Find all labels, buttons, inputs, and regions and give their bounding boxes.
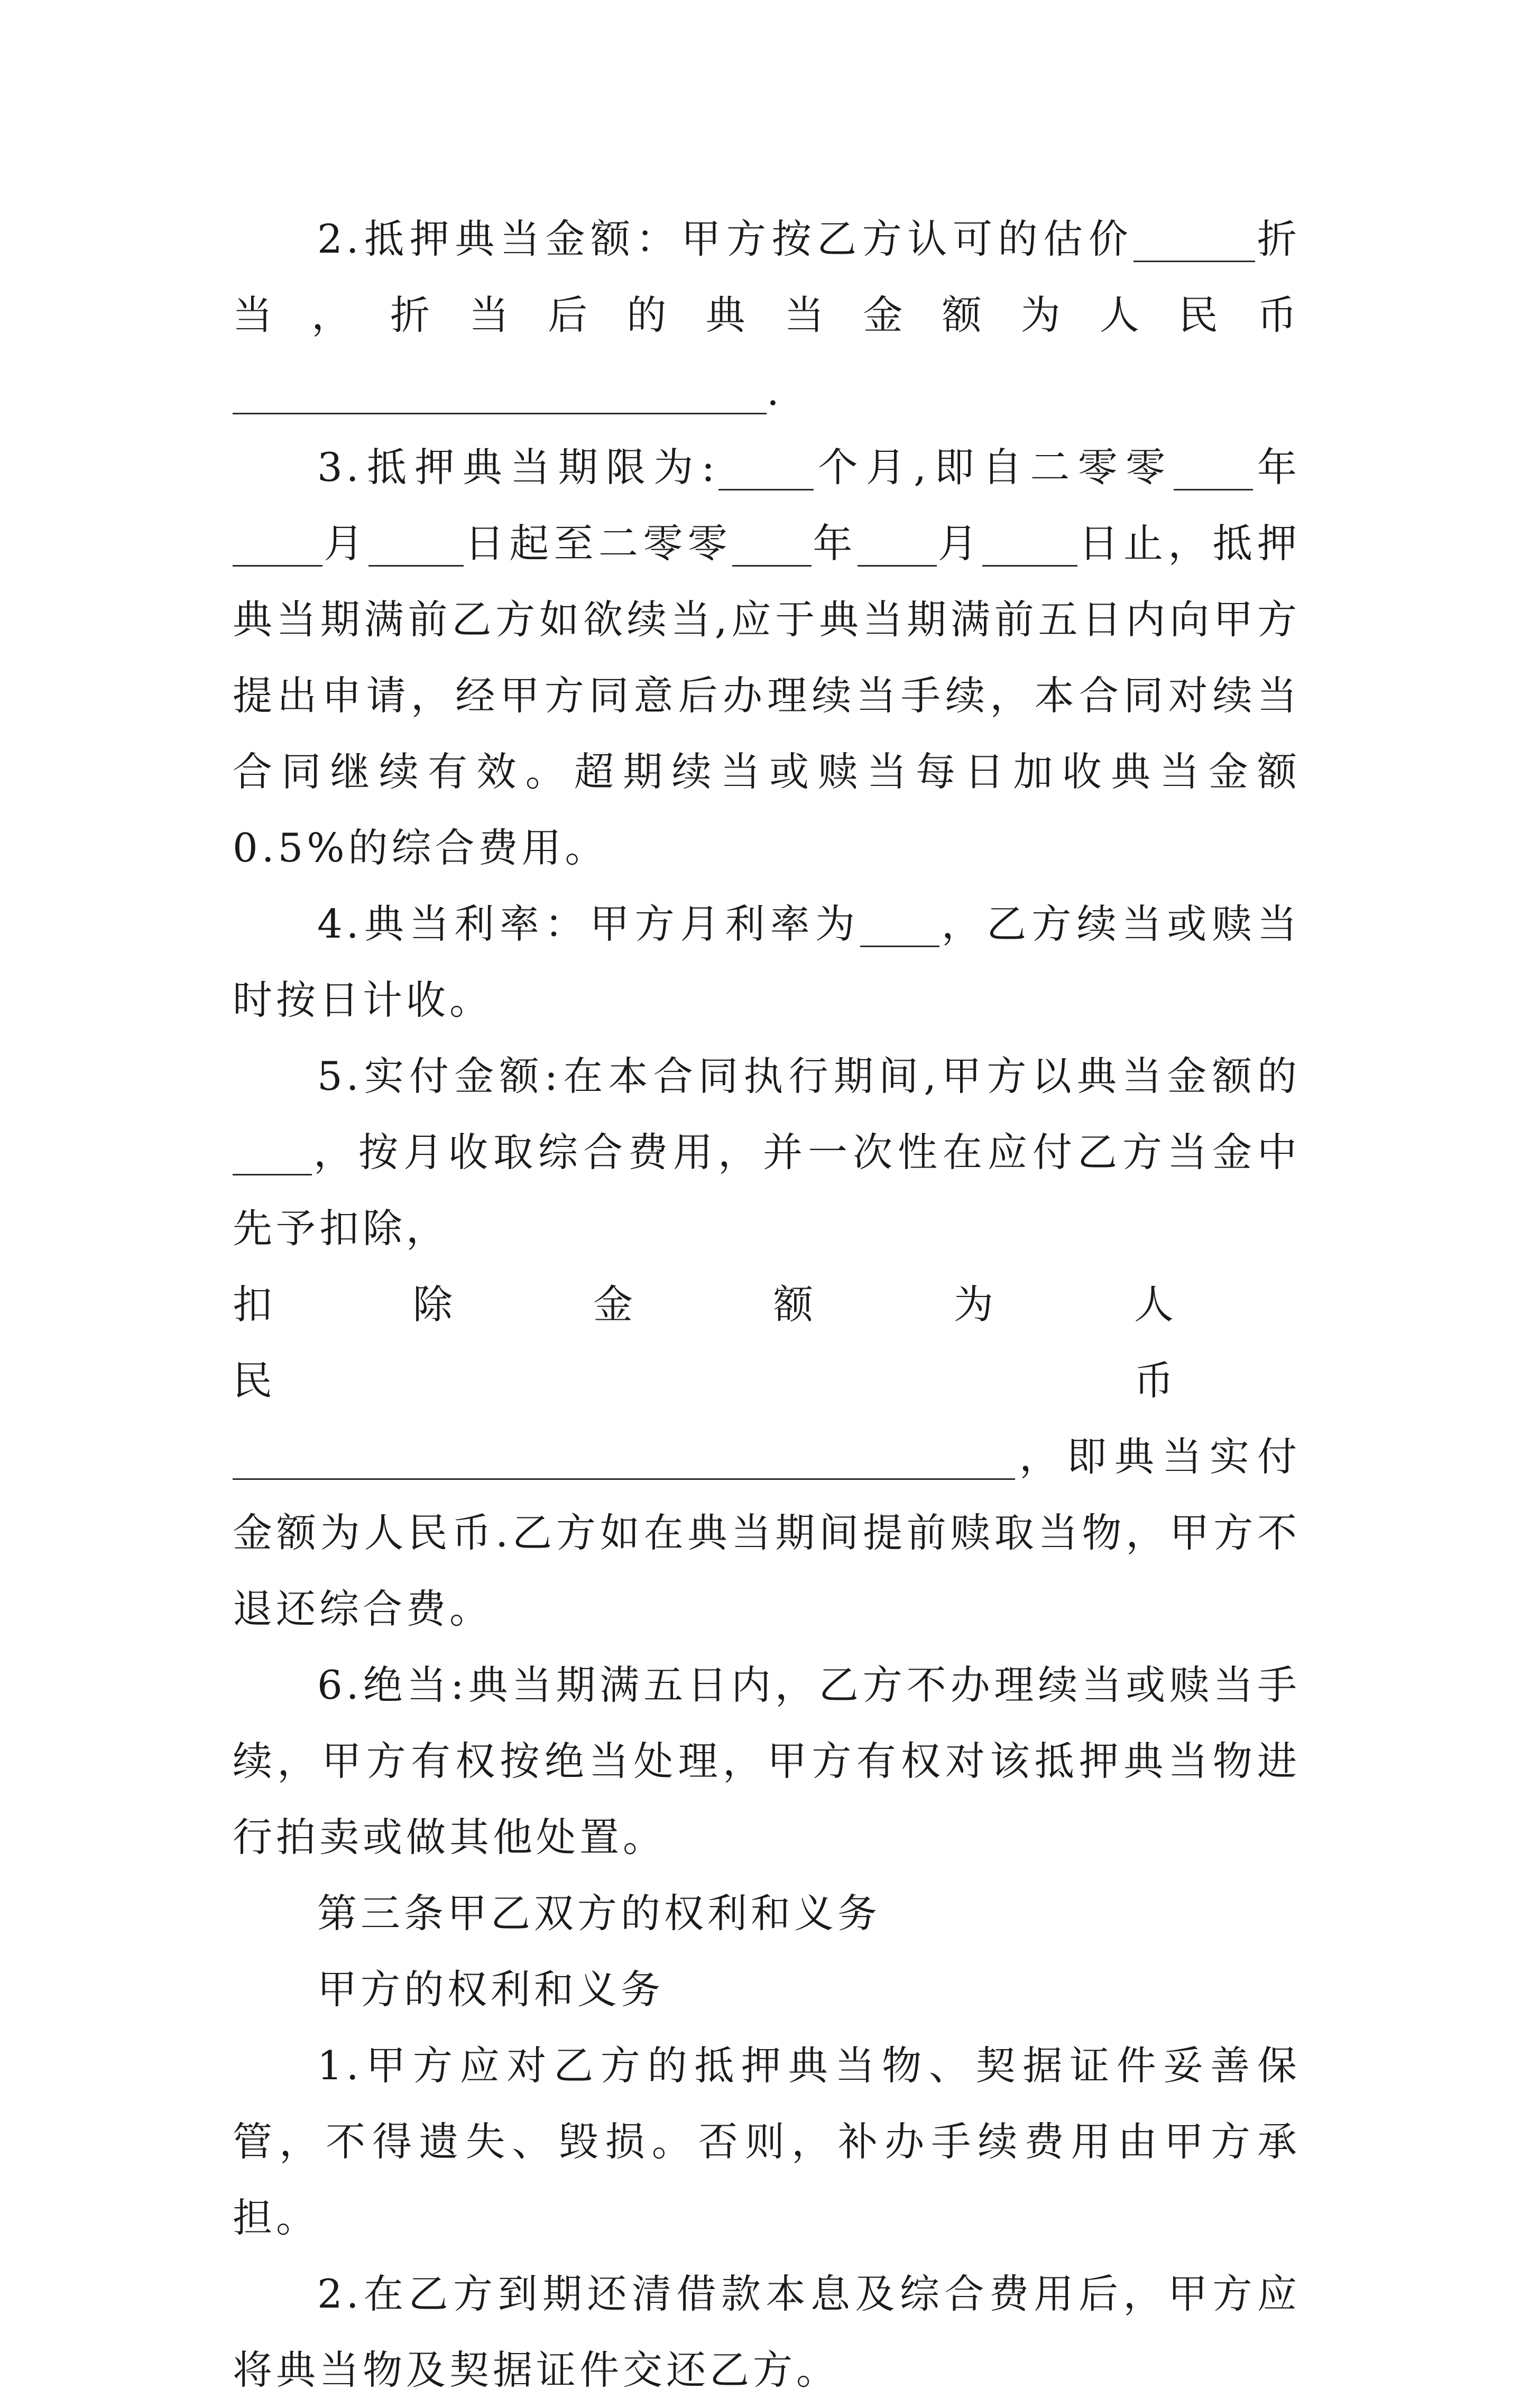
blank-start-month[interactable]	[233, 523, 322, 567]
blank-end-day[interactable]	[982, 523, 1077, 567]
blank-start-year[interactable]	[1174, 447, 1253, 490]
clause-text: 年	[1252, 444, 1301, 490]
article-heading: 第三条甲乙双方的权利和义务	[317, 1890, 881, 1937]
blank-appraisal[interactable]	[1133, 218, 1255, 262]
clause-text-spread: 扣除金额为人民币	[233, 1281, 1301, 1404]
clause-text: 折当，折当后的典当金额为人民币	[233, 216, 1301, 338]
blank-pledge-amount[interactable]	[233, 371, 767, 414]
clause-text: 日止，抵押典当期满前乙方如欲续当,应于典当期满前五日内向甲方提出申请，经甲方同意后办理续当手续，本合同对续当合同继续有效。超期续当或赎当每日加收典当金额0.5%的综合费用。	[233, 520, 1301, 871]
clause-pledge-term	[233, 429, 1301, 886]
clause-text: 月	[322, 520, 368, 567]
clause-text: ，即典当实付金额为人民币.乙方如在典当期间提前赎取当物，甲方不退还综合费。	[233, 1433, 1301, 1632]
clause-pledge-amount	[233, 201, 1301, 429]
clause-text: 个月,即自二零零	[814, 444, 1174, 490]
blank-monthly-rate[interactable]	[860, 903, 939, 947]
blank-end-month[interactable]	[858, 523, 937, 567]
blank-months[interactable]	[718, 447, 814, 490]
clause-text: ，按月收取综合费用，并一次性在应付乙方当金中先予扣除，	[233, 1129, 1301, 1252]
blank-start-day[interactable]	[368, 523, 464, 567]
blank-deduction-amount[interactable]	[233, 1436, 1015, 1480]
clause-text: 5.实付金额:在本合同执行期间,甲方以典当金额的	[317, 1053, 1301, 1099]
blank-fee-ratio[interactable]	[233, 1132, 312, 1175]
clause-text: 4.典当利率：甲方月利率为	[317, 901, 861, 947]
clause-text: 年	[811, 520, 858, 567]
clause-text: 月	[936, 520, 983, 567]
clause-interest-rate	[233, 886, 1301, 1038]
clause-text: .	[767, 368, 783, 414]
clause-text: ，乙方续当或赎当时按日计收。	[233, 901, 1301, 1023]
clause-forfeiture: 6.绝当:典当期满五日内，乙方不办理续当或赎当手续，甲方有权按绝当处理，甲方有权对该抵押典当物进行拍卖或做其他处置。	[233, 1662, 1301, 1860]
blank-end-year[interactable]	[732, 523, 812, 567]
document-body	[233, 201, 1301, 2408]
clause-text: 2.抵押典当金额：甲方按乙方认可的估价	[317, 216, 1134, 262]
clause-text: 日起至二零零	[463, 520, 732, 567]
clause-text: 3.抵押典当期限为:	[317, 444, 719, 490]
obligation-item: 1.甲方应对乙方的抵押典当物、契据证件妥善保管，不得遗失、毁损。否则，补办手续费用由甲方承担。	[233, 2042, 1301, 2241]
obligation-item: 2.在乙方到期还清借款本息及综合费用后，甲方应将典当物及契据证件交还乙方。	[233, 2271, 1301, 2393]
clause-actual-payment	[233, 1038, 1301, 1647]
section-heading: 甲方的权利和义务	[317, 1966, 665, 2013]
